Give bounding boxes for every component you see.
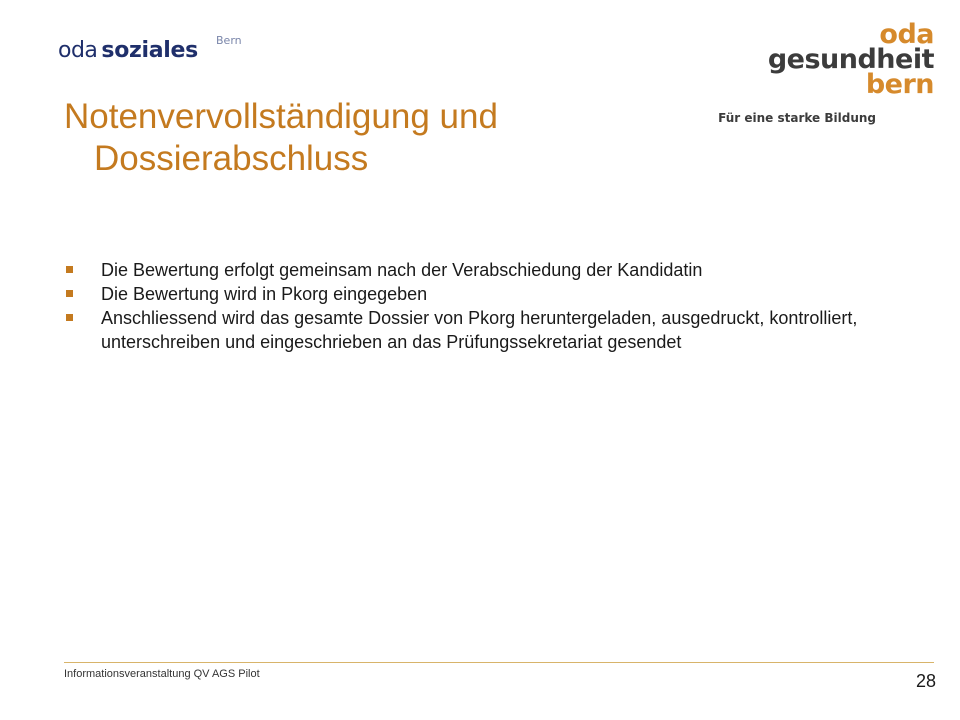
slide-title [64,96,664,180]
square-bullet-icon [66,290,73,297]
bullet-text: Die Bewertung erfolgt gemeinsam nach der Verabschiedung der Kandidatin [101,260,703,280]
square-bullet-icon [66,266,73,273]
logo-left-soziales: soziales [101,38,198,63]
logo-right-tagline: Für eine starke Bildung [718,111,876,125]
slide-title-line2: Dossierabschluss [94,139,369,178]
list-item [64,306,914,354]
logo-left-bern: Bern [216,34,242,47]
oda-gesundheit-bern-logo [718,19,934,125]
page-number: 28 [915,671,936,691]
logo-left-oda: oda [58,38,98,63]
logo-right-gesundheit: gesundheit [767,44,934,75]
square-bullet-icon [66,314,73,321]
bullet-text: Anschliessend wird das gesamte Dossier von Pkorg heruntergeladen, ausgedruckt, kontrolliert, unterschreiben und eingeschrieben an das Prüfungssekretariat gesendet [101,308,858,352]
logo-right-oda: oda [879,19,934,50]
bullet-text: Die Bewertung wird in Pkorg eingegeben [101,284,428,304]
list-item [64,282,914,306]
footer-text: Informationsveranstaltung QV AGS Pilot [64,668,260,680]
slide-title-line1: Notenvervollständigung und [64,97,498,136]
list-item [64,258,914,282]
logo-right-bern: bern [865,69,934,100]
bullet-list [64,258,914,354]
footer-divider [64,662,934,663]
oda-soziales-logo [58,34,242,68]
